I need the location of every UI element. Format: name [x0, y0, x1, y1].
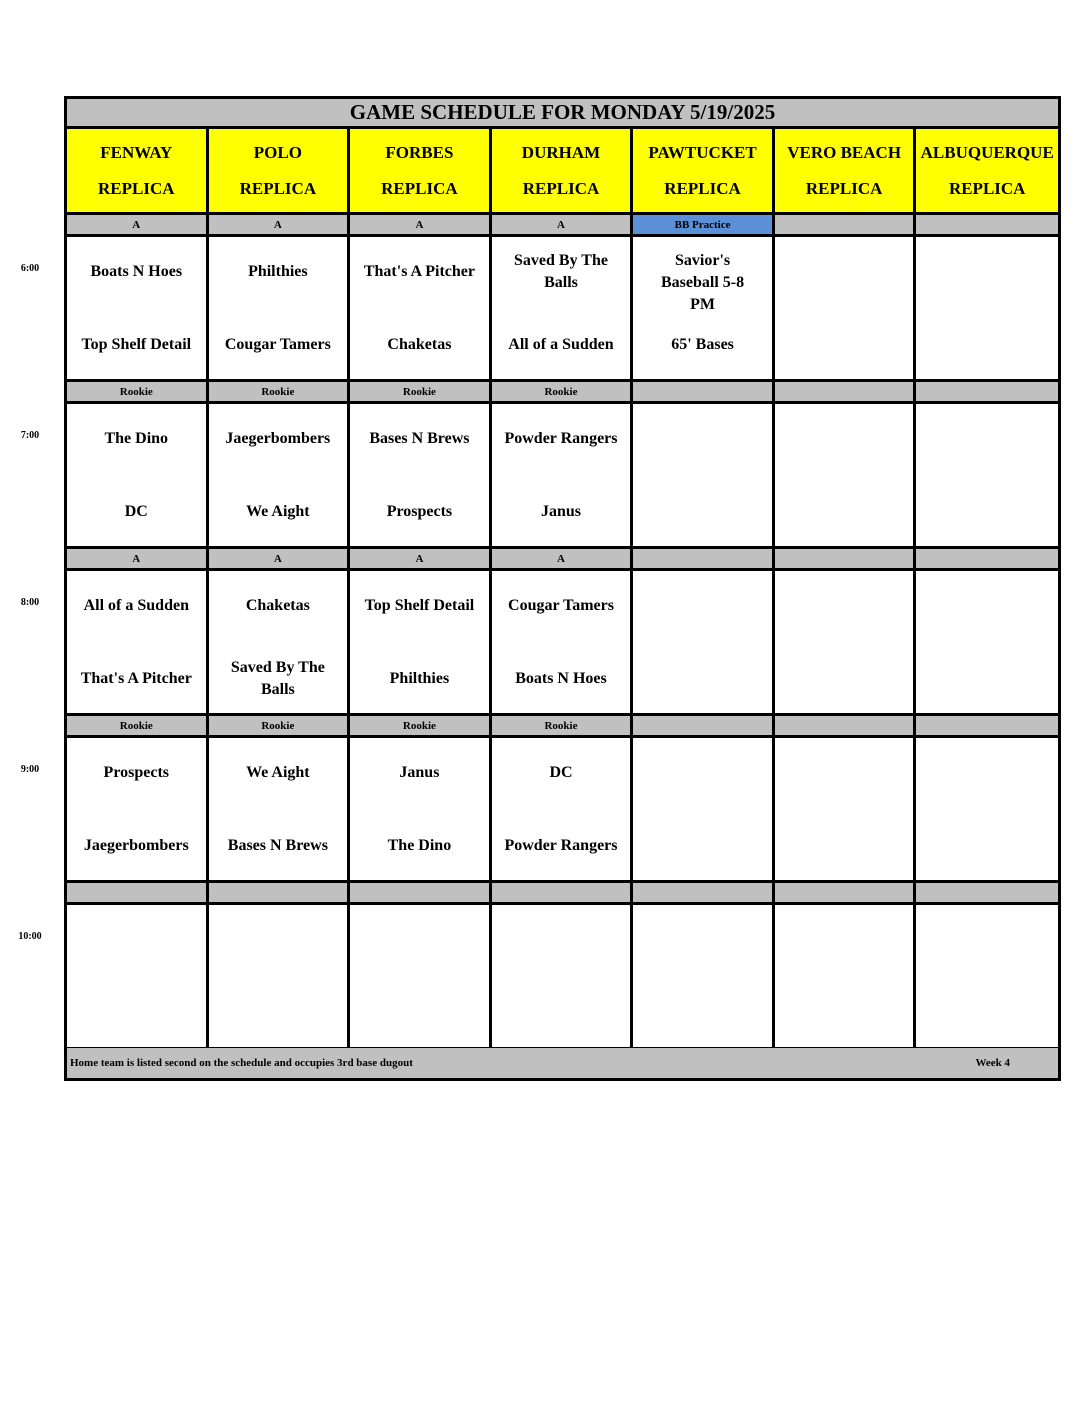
away-team: Powder Rangers: [504, 430, 618, 447]
game-cell: [916, 738, 1058, 883]
schedule-footer: [67, 1048, 1058, 1078]
division-label: [633, 716, 775, 738]
away-team: That's A Pitcher: [363, 263, 475, 280]
game-cell: [350, 404, 492, 549]
home-team: Jaegerbombers: [83, 837, 189, 854]
home-team: Cougar Tamers: [224, 336, 331, 353]
division-label-row: [67, 382, 1058, 404]
game-cell: [492, 738, 634, 883]
home-team: Philthies: [389, 670, 450, 687]
time-label: 7:00: [20, 430, 40, 441]
game-cell: [916, 404, 1058, 549]
division-label: [492, 883, 634, 905]
division-label: Rookie: [492, 716, 634, 738]
home-team: Top Shelf Detail: [81, 336, 192, 353]
division-label: [633, 883, 775, 905]
field-header: [775, 129, 917, 215]
division-label: A: [492, 215, 634, 237]
away-team: The Dino: [104, 430, 169, 447]
field-name: PAWTUCKET: [648, 142, 757, 162]
field-header-row: [67, 129, 1058, 215]
game-cell: [492, 571, 634, 716]
game-cell: [350, 738, 492, 883]
home-team: All of a Sudden: [508, 336, 614, 353]
game-cell: [492, 237, 634, 382]
game-cell: [67, 237, 209, 382]
away-team: DC: [549, 764, 573, 781]
division-label: Rookie: [350, 716, 492, 738]
field-subtitle: REPLICA: [664, 178, 741, 198]
schedule-sheet: [64, 96, 1061, 1081]
away-team: All of a Sudden: [83, 597, 189, 614]
game-cell: [350, 905, 492, 1050]
away-team: Saved By The Balls: [514, 252, 608, 291]
away-team: Bases N Brews: [369, 430, 470, 447]
home-team: 65' Bases: [671, 336, 734, 353]
game-cell: [209, 404, 351, 549]
division-label: Rookie: [209, 716, 351, 738]
division-label: [775, 716, 917, 738]
division-label: [775, 215, 917, 237]
game-cell: [916, 237, 1058, 382]
time-label: 8:00: [20, 597, 40, 608]
game-cell: [209, 237, 351, 382]
division-label: A: [350, 549, 492, 571]
home-team: We Aight: [246, 503, 310, 520]
division-label: A: [492, 549, 634, 571]
week-label: Week 4: [975, 1057, 1010, 1069]
field-header: [67, 129, 209, 215]
game-cell: [775, 738, 917, 883]
time-label: 9:00: [20, 764, 40, 775]
away-team: Chaketas: [245, 597, 310, 614]
game-cell: [633, 237, 775, 382]
home-team: Boats N Hoes: [515, 670, 607, 687]
game-cell: [775, 571, 917, 716]
field-subtitle: REPLICA: [381, 178, 458, 198]
home-team: Powder Rangers: [504, 837, 618, 854]
game-cell: [775, 237, 917, 382]
field-subtitle: REPLICA: [948, 178, 1026, 198]
away-team: We Aight: [246, 764, 310, 781]
field-name: FORBES: [385, 142, 454, 162]
game-cell: [209, 738, 351, 883]
division-label: A: [67, 215, 209, 237]
home-team: Bases N Brews: [227, 837, 328, 854]
away-team: Prospects: [103, 764, 170, 781]
away-team: Jaegerbombers: [225, 430, 331, 447]
game-cell: [350, 237, 492, 382]
field-subtitle: REPLICA: [805, 178, 883, 198]
away-team: Top Shelf Detail: [364, 597, 475, 614]
division-label: [67, 883, 209, 905]
division-label: [775, 883, 917, 905]
field-name: DURHAM: [521, 142, 601, 162]
division-label: [916, 549, 1058, 571]
away-team: Boats N Hoes: [90, 263, 183, 280]
game-row: [67, 404, 1058, 549]
field-name: POLO: [253, 142, 302, 162]
game-cell: [209, 905, 351, 1050]
field-subtitle: REPLICA: [98, 178, 175, 198]
game-cell: [492, 404, 634, 549]
field-name: ALBUQUERQUE: [920, 142, 1054, 162]
division-label: [916, 215, 1058, 237]
division-label: Rookie: [67, 382, 209, 404]
division-label: Rookie: [492, 382, 634, 404]
field-header: [209, 129, 351, 215]
game-cell: [633, 404, 775, 549]
home-team: That's A Pitcher: [80, 670, 192, 687]
game-cell: [67, 905, 209, 1050]
division-label: [350, 883, 492, 905]
away-team: Cougar Tamers: [508, 597, 614, 614]
division-label-row: [67, 716, 1058, 738]
game-cell: [67, 571, 209, 716]
division-label: Rookie: [209, 382, 351, 404]
division-label: [775, 382, 917, 404]
division-label: [775, 549, 917, 571]
field-header: [633, 129, 775, 215]
division-label: A: [350, 215, 492, 237]
game-cell: [350, 571, 492, 716]
away-team: Janus: [399, 764, 440, 781]
division-label-row: [67, 549, 1058, 571]
game-row: [67, 738, 1058, 883]
division-label-row: [67, 215, 1058, 237]
game-cell: [775, 905, 917, 1050]
game-row: [67, 571, 1058, 716]
division-label: Rookie: [67, 716, 209, 738]
home-team: Saved By The Balls: [230, 659, 325, 698]
field-name: VERO BEACH: [787, 142, 902, 162]
division-label: [916, 883, 1058, 905]
field-header: [916, 129, 1058, 215]
field-subtitle: REPLICA: [522, 178, 600, 198]
division-label: [633, 382, 775, 404]
division-label: [916, 716, 1058, 738]
division-label: A: [67, 549, 209, 571]
away-team: Savior's Baseball 5-8 PM: [661, 252, 745, 313]
game-cell: [916, 571, 1058, 716]
field-header: [492, 129, 634, 215]
home-team: DC: [124, 503, 148, 520]
division-label: [209, 883, 351, 905]
game-cell: [209, 571, 351, 716]
field-subtitle: REPLICA: [239, 178, 317, 198]
game-cell: [633, 571, 775, 716]
time-label: 10:00: [18, 931, 42, 942]
game-cell: [67, 404, 209, 549]
field-name: FENWAY: [100, 142, 173, 162]
game-row: [67, 905, 1058, 1050]
game-row: [67, 237, 1058, 382]
field-header: [350, 129, 492, 215]
game-cell: [67, 738, 209, 883]
game-cell: [916, 905, 1058, 1050]
footer-note: Home team is listed second on the schedule and occupies 3rd base dugout: [70, 1057, 413, 1069]
away-team: Philthies: [248, 263, 308, 280]
game-cell: [633, 905, 775, 1050]
division-label: [633, 549, 775, 571]
home-team: Prospects: [386, 503, 453, 520]
game-cell: [775, 404, 917, 549]
division-label: A: [209, 549, 351, 571]
division-label: Rookie: [350, 382, 492, 404]
division-label: A: [209, 215, 351, 237]
time-label: 6:00: [20, 263, 40, 274]
schedule-title: GAME SCHEDULE FOR MONDAY 5/19/2025: [67, 99, 1058, 129]
home-team: The Dino: [387, 837, 452, 854]
home-team: Chaketas: [387, 336, 452, 353]
game-cell: [492, 905, 634, 1050]
home-team: Janus: [540, 503, 581, 520]
game-cell: [633, 738, 775, 883]
division-label: BB Practice: [633, 215, 775, 237]
division-label: [916, 382, 1058, 404]
division-label-row: [67, 883, 1058, 905]
